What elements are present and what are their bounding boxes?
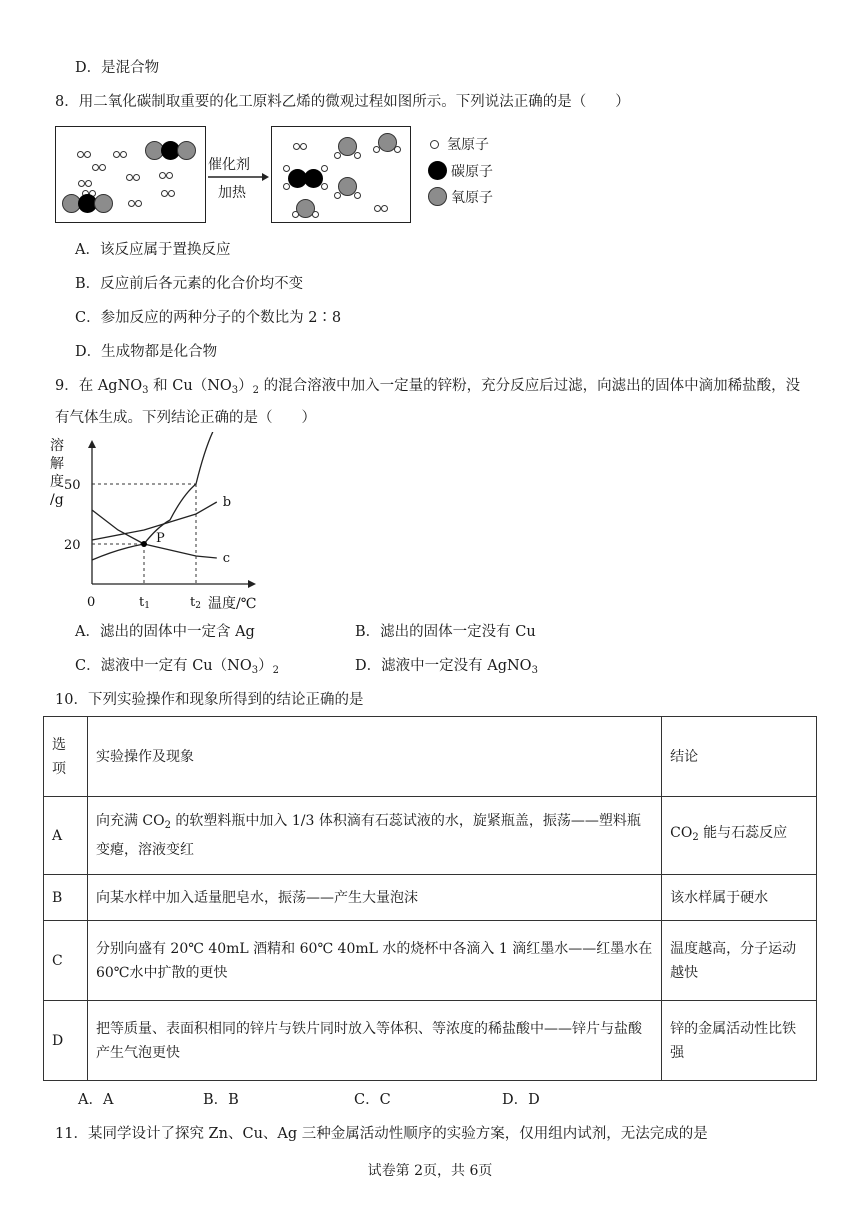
hydrogen-atom bbox=[374, 205, 381, 212]
solubility-chart bbox=[40, 432, 270, 618]
q10-answer-d: D．D bbox=[502, 1092, 540, 1108]
hydrogen-atom bbox=[381, 205, 388, 212]
y-axis-label-part: /g bbox=[50, 492, 64, 508]
q9-stem-line1: 9．在 AgNO$_3$ 和 $Cu(NO_3)_2$ 的混合溶液中加入一定量的锌粉，充分反应后过滤，向滤出的固体中滴加稀盐酸，没 bbox=[55, 378, 801, 396]
hydrogen-atom bbox=[293, 143, 300, 150]
curve-c bbox=[92, 510, 217, 558]
experiment-table bbox=[43, 716, 817, 1081]
q9-stem-line2: 有气体生成。下列结论正确的是（ ） bbox=[55, 410, 316, 426]
legend-oxygen-icon bbox=[428, 187, 447, 206]
header-conclusion: 结论 bbox=[662, 717, 817, 797]
q9-option-b: B．滤出的固体一定没有 Cu bbox=[355, 624, 536, 640]
q10-answer-a: A．A bbox=[78, 1092, 114, 1108]
q11-stem: 11．某同学设计了探究 Zn、Cu、Ag 三种金属活动性顺序的实验方案，仅用组内试剂，无法完成的是 bbox=[55, 1126, 708, 1142]
q7-option-d: D．是混合物 bbox=[75, 60, 160, 76]
row-conclusion: 该水样属于硬水 bbox=[662, 875, 817, 921]
x-tick-t2: t2 bbox=[190, 595, 201, 611]
row-operation: 分别向盛有 20℃ 40mL 酒精和 60℃ 40mL 水的烧杯中各滴入 1 滴红墨水——红墨水在 60℃水中扩散的更快 bbox=[87, 921, 661, 1001]
row-conclusion: 锌的金属活动性比铁强 bbox=[662, 1001, 817, 1081]
hydrogen-atom bbox=[99, 164, 106, 171]
table-header-row bbox=[44, 717, 817, 797]
hydrogen-atom bbox=[84, 151, 91, 158]
y-axis-label-part: 解 bbox=[50, 456, 64, 472]
header-operation: 实验操作及现象 bbox=[87, 717, 661, 797]
q10-answer-c: C．C bbox=[354, 1092, 391, 1108]
reaction-arrow-icon bbox=[206, 172, 270, 182]
hydrogen-atom bbox=[354, 152, 361, 159]
q8-option-c: C．参加反应的两种分子的个数比为 2∶8 bbox=[75, 310, 342, 326]
q9-option-a: A．滤出的固体中一定含 Ag bbox=[75, 624, 255, 640]
header-option: 选 项 bbox=[44, 717, 88, 797]
q9-option-c: C．滤液中一定有 $Cu(NO_3)_2$ bbox=[75, 658, 279, 676]
hydrogen-atom bbox=[120, 151, 127, 158]
arrow-condition-top: 催化剂 bbox=[208, 157, 250, 173]
row-option: D bbox=[44, 1001, 88, 1081]
curve-label-c: c bbox=[222, 551, 231, 566]
y-tick-20: 20 bbox=[64, 538, 81, 553]
hydrogen-atom bbox=[166, 172, 173, 179]
row-option: C bbox=[44, 921, 88, 1001]
hydrogen-atom bbox=[92, 164, 99, 171]
table-row bbox=[44, 797, 817, 875]
hydrogen-atom bbox=[394, 146, 401, 153]
oxygen-atom bbox=[177, 141, 196, 160]
row-operation: 把等质量、表面积相同的锌片与铁片同时放入等体积、等浓度的稀盐酸中——锌片与盐酸产生气泡更快 bbox=[87, 1001, 661, 1081]
hydrogen-atom bbox=[85, 180, 92, 187]
hydrogen-atom bbox=[321, 165, 328, 172]
hydrogen-atom bbox=[113, 151, 120, 158]
hydrogen-atom bbox=[77, 151, 84, 158]
hydrogen-atom bbox=[312, 211, 319, 218]
row-conclusion: $CO_2$ 能与石蕊反应 bbox=[662, 797, 817, 875]
hydrogen-atom bbox=[168, 190, 175, 197]
hydrogen-atom bbox=[292, 211, 299, 218]
legend-carbon-label: 碳原子 bbox=[451, 164, 493, 180]
row-option: B bbox=[44, 875, 88, 921]
oxygen-atom bbox=[94, 194, 113, 213]
curve-a bbox=[92, 432, 217, 560]
intersection-point bbox=[141, 541, 147, 547]
curve-label-b: b bbox=[222, 495, 232, 510]
table-row bbox=[44, 875, 817, 921]
hydrogen-atom bbox=[373, 146, 380, 153]
hydrogen-atom bbox=[78, 180, 85, 187]
hydrogen-atom bbox=[159, 172, 166, 179]
curve-b bbox=[92, 502, 217, 540]
origin-label: 0 bbox=[87, 595, 96, 610]
q8-stem: 8．用二氧化碳制取重要的化工原料乙烯的微观过程如图所示。下列说法正确的是（ ） bbox=[55, 94, 630, 110]
row-conclusion: 温度越高，分子运动越快 bbox=[662, 921, 817, 1001]
table-row bbox=[44, 1001, 817, 1081]
y-axis-arrow-icon bbox=[88, 440, 96, 448]
hydrogen-atom bbox=[354, 192, 361, 199]
q10-answer-b: B．B bbox=[203, 1092, 239, 1108]
hydrogen-atom bbox=[128, 200, 135, 207]
hydrogen-atom bbox=[133, 174, 140, 181]
arrow-condition-bottom: 加热 bbox=[218, 185, 246, 201]
row-operation: 向充满 $CO_2$ 的软塑料瓶中加入 1/3 体积滴有石蕊试液的水，旋紧瓶盖，振荡——塑料瓶变瘪，溶液变红 bbox=[87, 797, 661, 875]
hydrogen-atom bbox=[283, 183, 290, 190]
hydrogen-atom bbox=[283, 165, 290, 172]
y-axis-label-part: 溶 bbox=[50, 438, 64, 454]
q8-option-b: B．反应前后各元素的化合价均不变 bbox=[75, 276, 304, 292]
q8-option-a: A．该反应属于置换反应 bbox=[75, 242, 231, 258]
hydrogen-atom bbox=[334, 192, 341, 199]
x-axis-label: 温度/℃ bbox=[208, 596, 257, 612]
hydrogen-atom bbox=[300, 143, 307, 150]
q10-stem: 10．下列实验操作和现象所得到的结论正确的是 bbox=[55, 692, 364, 708]
legend-carbon-icon bbox=[428, 161, 447, 180]
legend-oxygen-label: 氧原子 bbox=[451, 190, 493, 206]
q8-option-d: D．生成物都是化合物 bbox=[75, 344, 218, 360]
row-option: A bbox=[44, 797, 88, 875]
reactants-box bbox=[55, 126, 206, 223]
x-tick-t1: t1 bbox=[139, 595, 150, 611]
hydrogen-atom bbox=[135, 200, 142, 207]
point-label-p: P bbox=[156, 531, 165, 546]
legend-hydrogen-icon bbox=[430, 140, 439, 149]
page-footer: 试卷第 2页，共 6页 bbox=[367, 1163, 493, 1179]
x-axis-arrow-icon bbox=[248, 580, 256, 588]
q9-option-d: D．滤液中一定没有 AgNO$_3$ bbox=[355, 658, 538, 676]
hydrogen-atom bbox=[161, 190, 168, 197]
y-axis-label-part: 度 bbox=[50, 474, 64, 490]
legend-hydrogen-label: 氢原子 bbox=[447, 137, 489, 153]
hydrogen-atom bbox=[321, 183, 328, 190]
products-box bbox=[271, 126, 411, 223]
hydrogen-atom bbox=[334, 152, 341, 159]
hydrogen-atom bbox=[126, 174, 133, 181]
y-tick-50: 50 bbox=[64, 478, 81, 493]
row-operation: 向某水样中加入适量肥皂水，振荡——产生大量泡沫 bbox=[87, 875, 661, 921]
table-row bbox=[44, 921, 817, 1001]
